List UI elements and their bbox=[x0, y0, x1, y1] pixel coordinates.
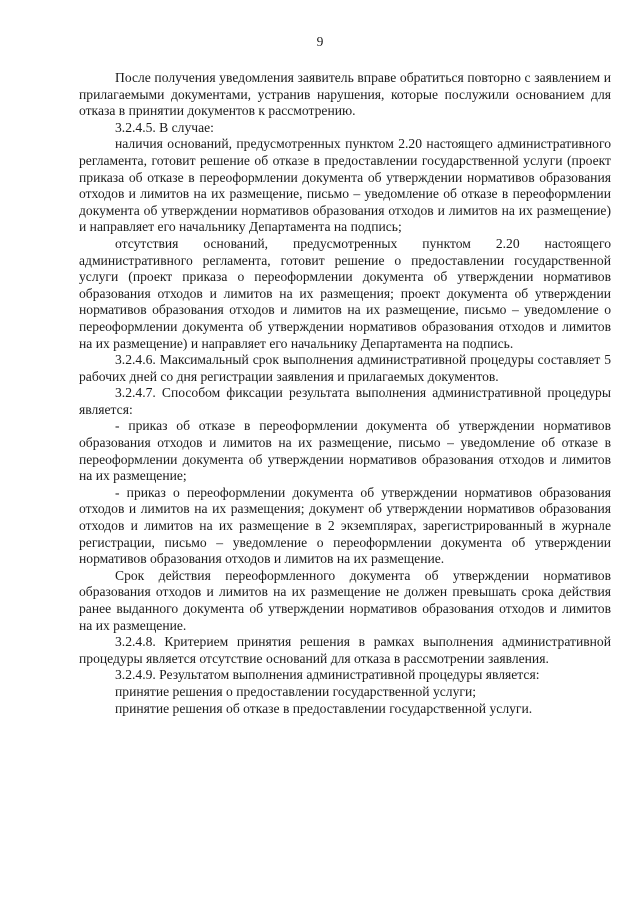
list-item-reissue-order: - приказ о переоформлении документа об утверждении нормативов образования отходов и лимитов на их размещения; документ об утверждении нормативов образования отходов и лимитов на их размещение в 2 экземплярах, зарегистрированный в журнале регистрации, письмо – уведомление о переоформлении документа об утверждении нормативов образования отходов и лимитов на их размещение. bbox=[79, 484, 611, 567]
paragraph-3-2-4-8: 3.2.4.8. Критерием принятия решения в рамках выполнения административной процедуры является отсутствие оснований для отказа в рассмотрении заявления. bbox=[79, 634, 611, 666]
list-item-refusal-order: - приказ об отказе в переоформлении документа об утверждении нормативов образования отходов и лимитов на их размещение, письмо – уведомление об отказе в переоформлении документа об утверждении нормативов образования отходов и лимитов на их размещение; bbox=[79, 418, 611, 484]
document-body bbox=[79, 70, 611, 717]
paragraph-resubmission: После получения уведомления заявитель вправе обратиться повторно с заявлением и прилагаемыми документами, устранив нарушения, которые послужили основанием для отказа в принятии документов к рассмотрению. bbox=[79, 70, 611, 119]
page-number: 9 bbox=[316, 34, 324, 49]
paragraph-grounds-present: наличия оснований, предусмотренных пунктом 2.20 настоящего административного регламента, готовит решение об отказе в предоставлении государственной услуги (проект приказа об отказе в переоформлении документа об утверждении нормативов образования отходов и лимитов на их размещение, письмо – уведомление об отказе в переоформлении документа об утверждении нормативов образования отходов и лимитов на их размещение) и направляет его начальнику Департамента на подпись; bbox=[79, 136, 611, 235]
paragraph-grounds-absent: отсутствия оснований, предусмотренных пунктом 2.20 настоящего административного регламента, готовит решение о предоставлении государственной услуги (проект приказа о переоформлении документа об утверждении нормативов образования отходов и лимитов на их размещения; проект документа об утверждении нормативов образования отходов и лимитов на их размещение, письмо – уведомление о переоформлении документа об утверждении нормативов образования отходов и лимитов на их размещение) и направляет его начальнику Департамента на подпись. bbox=[79, 235, 611, 351]
paragraph-validity-term: Срок действия переоформленного документа об утверждении нормативов образования отходов и лимитов на их размещение не должен превышать срока действия ранее выданного документа об утверждении нормативов образования отходов и лимитов на их размещение. bbox=[79, 567, 611, 633]
paragraph-3-2-4-9: 3.2.4.9. Результатом выполнения административной процедуры является: bbox=[115, 667, 540, 683]
result-item-refusal: принятие решения об отказе в предоставлении государственной услуги. bbox=[115, 700, 533, 716]
result-item-grant: принятие решения о предоставлении государственной услуги; bbox=[115, 683, 476, 699]
paragraph-3-2-4-6: 3.2.4.6. Максимальный срок выполнения административной процедуры составляет 5 рабочих дней со дня регистрации заявления и прилагаемых документов. bbox=[79, 352, 611, 384]
paragraph-3-2-4-7: 3.2.4.7. Способом фиксации результата выполнения административной процедуры является: bbox=[79, 385, 611, 417]
paragraph-3-2-4-5: 3.2.4.5. В случае: bbox=[115, 119, 214, 135]
